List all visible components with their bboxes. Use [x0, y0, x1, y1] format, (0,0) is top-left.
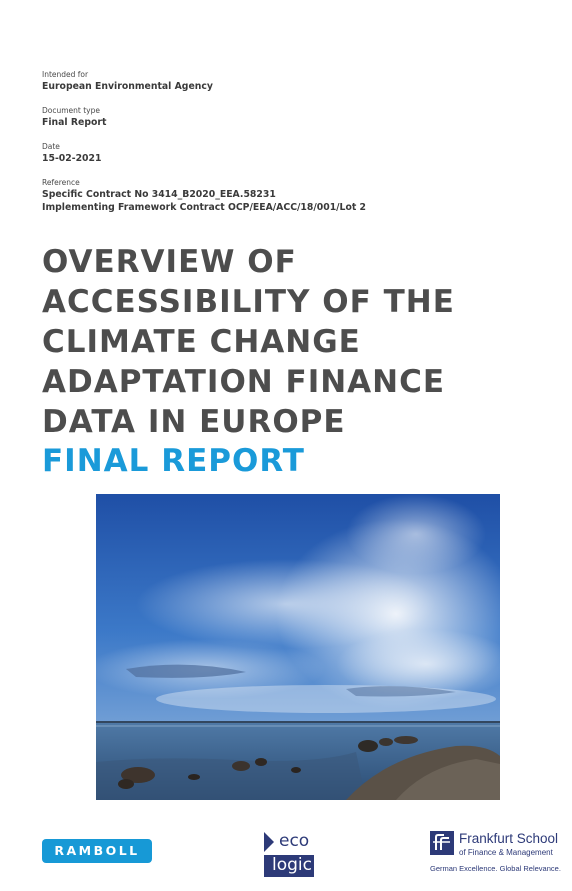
title-line: OVERVIEW OF	[42, 244, 297, 280]
intended-for-block	[42, 70, 522, 93]
reference-block	[42, 178, 522, 214]
title-line: DATA IN EUROPE	[42, 404, 346, 440]
report-title	[42, 242, 542, 442]
document-metadata	[42, 70, 522, 227]
date-value: 15-02-2021	[42, 153, 102, 164]
frankfurt-school-subtitle: of Finance & Management	[459, 848, 553, 857]
partner-logos	[0, 826, 572, 886]
intended-for-label: Intended for	[42, 70, 89, 79]
ramboll-logo: RAMBOLL	[42, 839, 152, 863]
document-type-value: Final Report	[42, 117, 107, 128]
frankfurt-school-logo	[430, 831, 572, 881]
title-line: ACCESSIBILITY OF THE	[42, 284, 455, 320]
intended-for-value: European Environmental Agency	[42, 81, 213, 92]
frankfurt-school-emblem-icon	[430, 831, 454, 855]
frankfurt-school-name: Frankfurt School	[459, 831, 559, 846]
reference-line-framework: Implementing Framework Contract OCP/EEA/ACC/18/001/Lot 2	[42, 202, 367, 213]
frankfurt-school-tagline: German Excellence. Global Relevance.	[430, 864, 561, 873]
ecologic-logo-bottom: logic	[264, 855, 314, 877]
frankfurt-school-emblem-glyph	[430, 831, 454, 855]
ecologic-logo-top: eco	[279, 831, 310, 851]
document-type-label: Document type	[42, 106, 100, 115]
ecologic-arrow-icon	[264, 832, 274, 852]
title-line: ADAPTATION FINANCE	[42, 364, 446, 400]
ecologic-logo	[264, 830, 316, 878]
report-subtitle: FINAL REPORT	[42, 443, 305, 479]
cover-photo	[96, 494, 500, 800]
date-label: Date	[42, 142, 60, 151]
document-type-block	[42, 106, 522, 129]
reference-label: Reference	[42, 178, 80, 187]
cover-photo-artwork	[96, 494, 500, 800]
reference-line-contract: Specific Contract No 3414_B2020_EEA.58231	[42, 189, 276, 200]
title-line: CLIMATE CHANGE	[42, 324, 361, 360]
date-block	[42, 142, 522, 165]
